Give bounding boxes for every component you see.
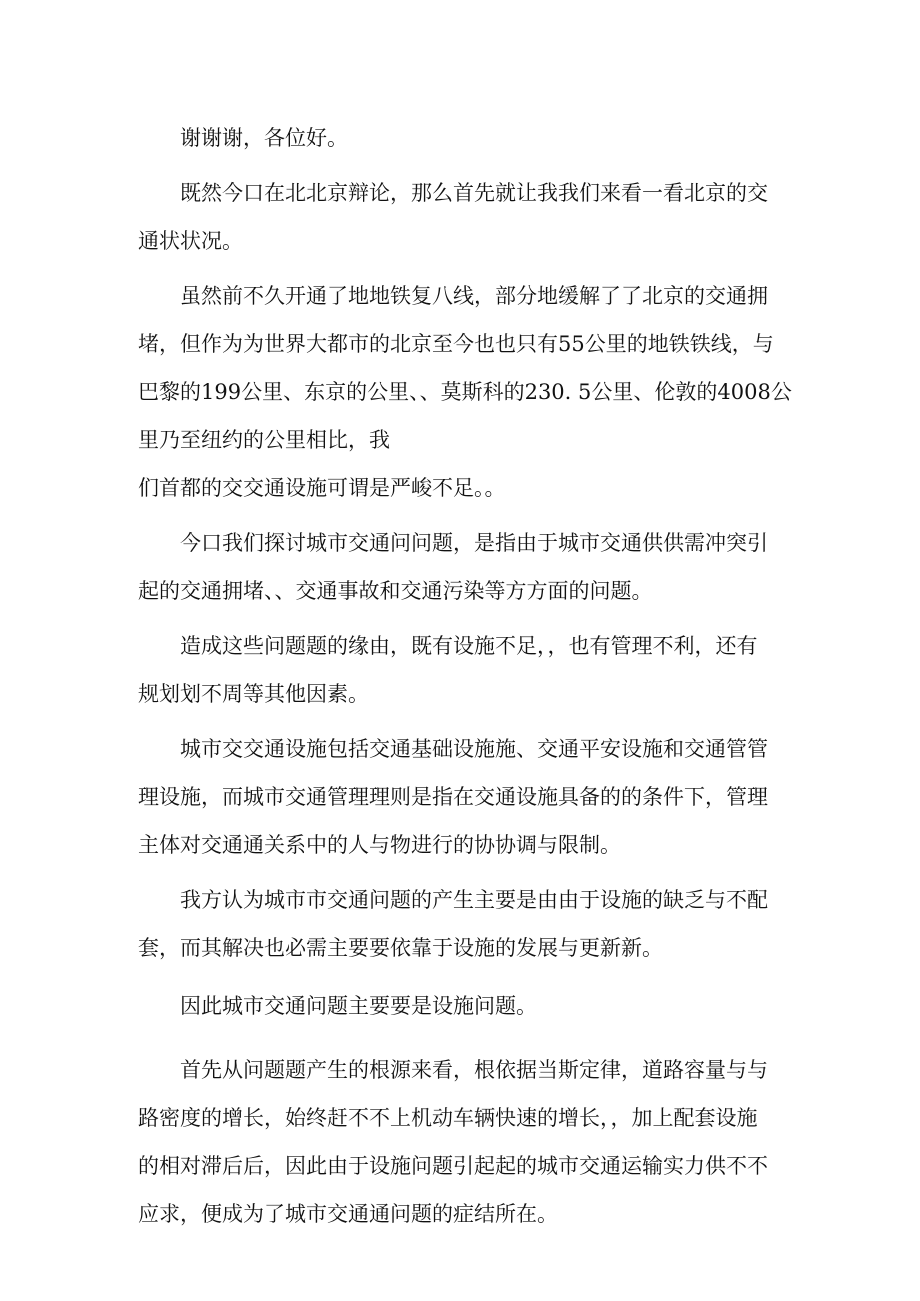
text-line: 主体对交通通关系中的人与物进行的协协调与限制。: [138, 833, 621, 857]
text-line: 路密度的增长，始终赶不不上机动车辆快速的增长，，加上配套设施: [138, 1106, 758, 1130]
text-line: 规划划不周等其他因素。: [138, 682, 369, 706]
text-line: 套，而其解决也必需主要要依靠于设施的发展与更新新。: [138, 936, 663, 960]
text-line: 因此城市交通问题主要要是设施问题。: [180, 994, 537, 1018]
text-line: 的相对滞后后，因此由于设施问题引起起的城市交通运输实力供不不: [138, 1154, 768, 1178]
text-line: 们首都的交交通设施可谓是严峻不足。。: [138, 476, 506, 500]
text-line: 城市交交通设施包括交通基础设施施、交通平安设施和交通管管: [180, 737, 768, 761]
text-line: 今口我们探讨城市交通问问题，是指由于城市交通供供需冲突引: [180, 531, 768, 555]
text-line: 既然今口在北北京辩论，那么首先就让我我们来看一看北京的交: [180, 181, 768, 205]
text-line: 首先从问题题产生的根源来看，根依据当斯定律，道路容量与与: [180, 1058, 768, 1082]
text-line: 虽然前不久开通了地地铁复八线，部分地缓解了了北京的交通拥: [180, 284, 768, 308]
text-line: 巴黎的199公里、东京的公里、、莫斯科的230. 5公里、伦敦的4008公: [138, 380, 792, 404]
text-line: 堵，但作为为世界大都市的北京至今也也只有55公里的地铁铁线，与: [138, 332, 774, 356]
text-line: 我方认为城市市交通问题的产生主要是由由于设施的缺乏与不配: [180, 888, 768, 912]
text-line: 里乃至纽约的公里相比，我: [138, 428, 390, 452]
text-line: 通状状况。: [138, 229, 243, 253]
text-line: 起的交通拥堵、、交通事故和交通污染等方方面的问题。: [138, 579, 653, 603]
text-line: 理设施，而城市交通管理理则是指在交通设施具备的的条件下，管理: [138, 785, 768, 809]
text-line: 谢谢谢，各位好。: [180, 126, 348, 150]
text-line: 应求，便成为了城市交通通问题的症结所在。: [138, 1202, 558, 1226]
document-body: [138, 114, 798, 1238]
text-line: 造成这些问题题的缘由，既有设施不足，，也有管理不利，还有: [180, 634, 758, 658]
